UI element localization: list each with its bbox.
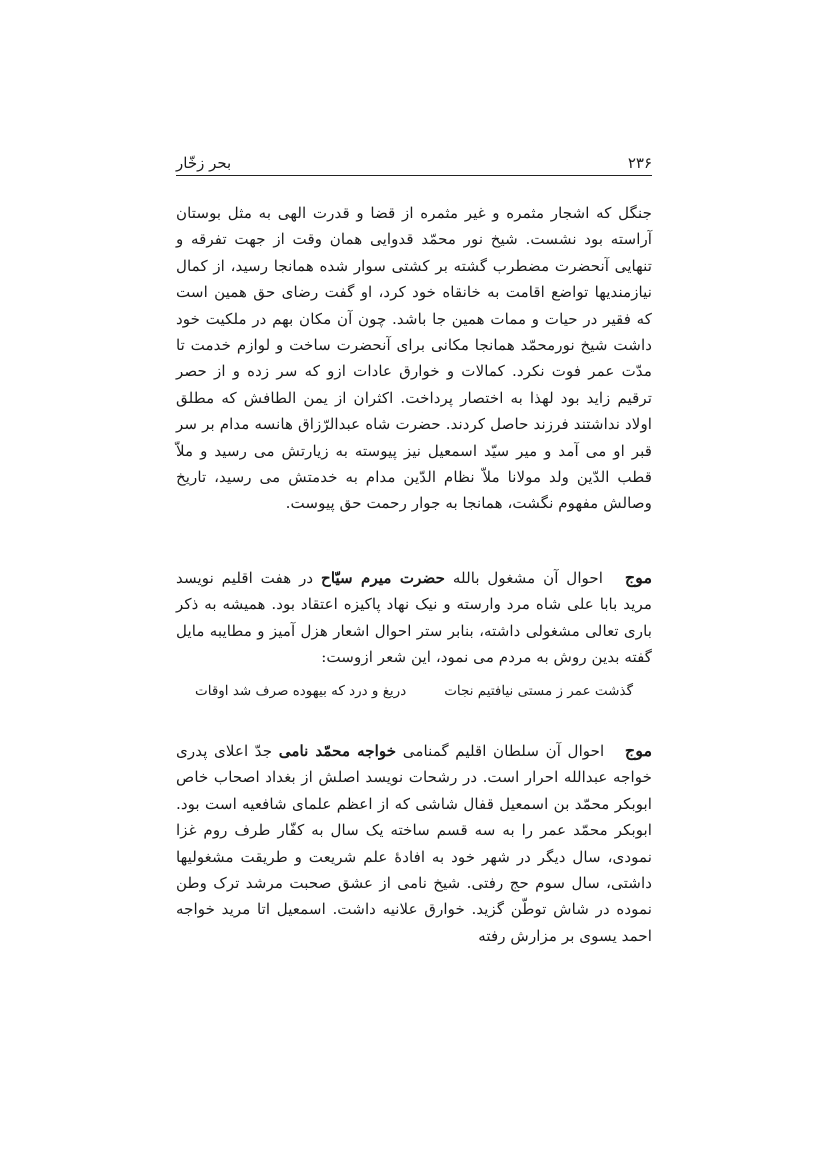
- section-name: خواجه محمّد نامی: [278, 742, 397, 760]
- section-text: در هفت اقلیم نویسد مرید بابا علی شاه مرد وارسته و نیک نهاد پاکیزه اعتقاد بود. همیشه به ذکر باری تعالی مشغولی داشته، بنابر ستر احوال اشعار هزل آمیز و مطایبه مایل گفته بدین روش به مردم می نمود، این شعر ازوست:: [176, 569, 652, 667]
- section-intro: احوال آن مشغول بالله: [452, 569, 604, 587]
- paragraph: جنگل که اشجار مثمره و غیر مثمره از قضا و قدرت الهی به مثل بوستان آراسته بود نشست. شیخ نور محمّد قدوایی همان وقت از جهت تفرقه و تنهایی آنحضرت مضطرب گشته بر کشتی سوار شده همانجا رسید، از کمال نیازمندیها تواضع اقامت به خانقاه خود کرد، او گفت رضای حق همین است که فقیر در حیات و ممات همین جا باشد. چون آن مکان بهم در ملکیت خود داشت شیخ نورمحمّد همانجا مکانی برای آنحضرت ساخت و لوازم خدمت تا مدّت عمر فوت نکرد. کمالات و خوارق عادات ازو که سر زده و از حصر ترقیم زاید بود لهذا به اختصار پرداخت. اکثران از یمن الطافش که مطلق اولاد نداشتند فرزند حاصل کردند. حضرت شاه عبدالرّزاق هانسه مدام بر سر قبر او می آمد و میر سیّد اسمعیل نیز پیوسته به زیارتش می رسید و ملاّ قطب الدّین ولد مولانا ملاّ نظام الدّین مدام به خدمتش می رسید، تاریخ وصالش مفهوم نگشت، همانجا به جوار رحمت حق پیوست.: [176, 204, 652, 513]
- running-header: [176, 146, 652, 172]
- header-rule: [176, 175, 652, 176]
- section-name: حضرت میرم سیّاح: [321, 569, 446, 587]
- verse-hemistich-right: گذشت عمر ز مستی نیافتیم نجات: [444, 683, 633, 699]
- section-entry: [176, 565, 652, 671]
- verse-hemistich-left: دریغ و درد که بیهوده صرف شد اوقات: [195, 683, 407, 699]
- section-term: موج: [624, 741, 653, 760]
- page-number: ۲۳۶: [627, 154, 652, 172]
- verse-line: [176, 683, 652, 699]
- section-text: جدّ اعلای پدری خواجه عبدالله احرار است. در رشحات نویسد اصلش از بغداد اصحاب خاص ابوبکر محمّد بن اسمعیل قفال شاشی که از اعظم علمای شافعیه است بود. ابوبکر محمّد عمر را به سه قسم ساخته یک سال به کفّار طرف روم غزا نمودی، سال دیگر در شهر خود به افادهٔ علم شریعت و طریقت مشغولیها داشتی، سال سوم حج رفتی. شیخ نامی از عشق صحبت مرشد ترک وطن نموده در شاش توطّن گزید. خوارق علانیه داشت. اسمعیل اتا مرید خواجه احمد یسوی بر مزارش رفته: [176, 742, 652, 945]
- section-entry: [176, 738, 652, 949]
- section-intro: احوال آن سلطان اقلیم گمنامی: [402, 742, 605, 760]
- book-title: بحر زخّار: [176, 154, 232, 172]
- section-term: موج: [624, 568, 653, 587]
